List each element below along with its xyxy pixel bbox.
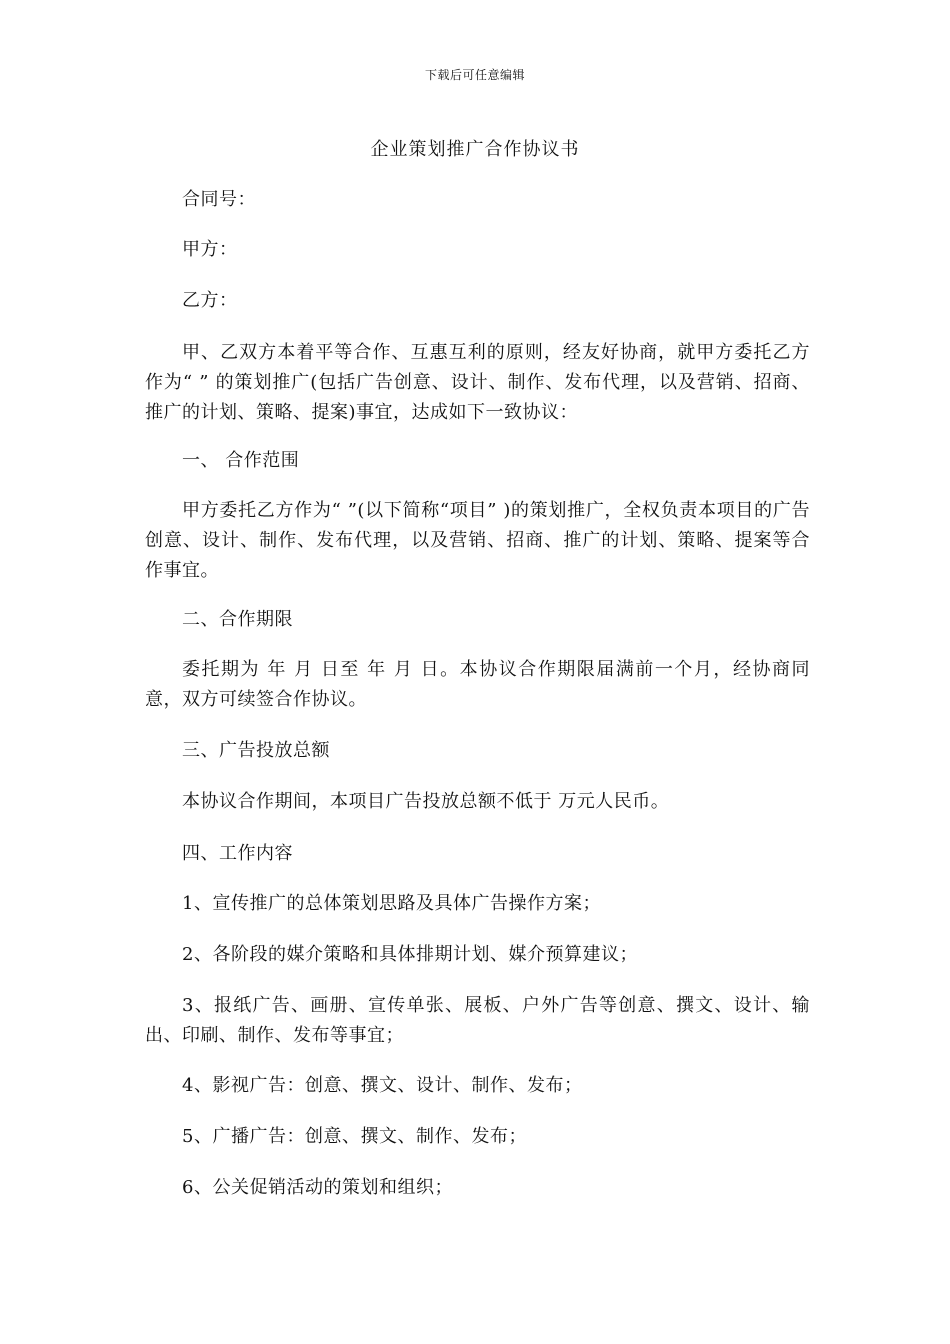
paragraph-text: 5、广播广告：创意、撰文、制作、发布； — [182, 1126, 527, 1147]
paragraph-text: 4、影视广告：创意、撰文、设计、制作、发布； — [182, 1075, 583, 1096]
paragraph-text: 委托期为 年 月 日至 年 月 日。本协议合作期限届满前一个月，经协商同意，双方可续签合作协议。 — [145, 659, 810, 710]
paragraph-text: 甲、乙双方本着平等合作、互惠互利的原则，经友好协商，就甲方委托乙方作为“ ” 的策划推广(包括广告创意、设计、制作、发布代理，以及营销、招商、推广的计划、策略、提案)事宜，达成如下一致协议： — [145, 342, 810, 423]
section-heading-3 — [145, 736, 810, 766]
list-item-5 — [145, 1122, 810, 1152]
document-title: 企业策划推广合作协议书 — [370, 139, 580, 160]
paragraph-preamble — [145, 338, 810, 428]
paragraph-text: 三、广告投放总额 — [182, 740, 330, 761]
paragraph-party-b — [145, 286, 810, 316]
list-item-3 — [145, 991, 810, 1051]
paragraph-text: 二、合作期限 — [182, 609, 293, 630]
list-item-6 — [145, 1173, 810, 1203]
list-item-1 — [145, 889, 810, 919]
paragraph-text: 2、各阶段的媒介策略和具体排期计划、媒介预算建议； — [182, 944, 638, 965]
paragraph-text: 1、宣传推广的总体策划思路及具体广告操作方案； — [182, 893, 601, 914]
paragraph-text: 乙方： — [182, 290, 238, 311]
paragraph-text: 6、公关促销活动的策划和组织； — [182, 1177, 453, 1198]
list-item-2 — [145, 940, 810, 970]
paragraph-text: 一、 合作范围 — [182, 450, 300, 471]
paragraph-term — [145, 655, 810, 715]
list-item-4 — [145, 1071, 810, 1101]
paragraph-budget — [145, 787, 810, 817]
paragraph-scope — [145, 496, 810, 586]
paragraph-text: 合同号： — [182, 189, 256, 210]
section-heading-2 — [145, 605, 810, 635]
paragraph-party-a — [145, 235, 810, 265]
header-note: 下载后可任意编辑 — [424, 68, 525, 82]
section-heading-4 — [145, 839, 810, 869]
paragraph-text: 四、工作内容 — [182, 843, 293, 864]
paragraph-text: 甲方： — [182, 239, 238, 260]
paragraph-contract-no — [145, 185, 810, 215]
paragraph-text: 3、报纸广告、画册、宣传单张、展板、户外广告等创意、撰文、设计、输出、印刷、制作、发布等事宜； — [145, 995, 810, 1046]
section-heading-1 — [145, 446, 810, 476]
paragraph-text: 本协议合作期间，本项目广告投放总额不低于 万元人民币。 — [182, 791, 670, 812]
paragraph-text: 甲方委托乙方作为“ ”(以下简称“项目” )的策划推广，全权负责本项目的广告创意、设计、制作、发布代理，以及营销、招商、推广的计划、策略、提案等合作事宜。 — [145, 500, 810, 581]
